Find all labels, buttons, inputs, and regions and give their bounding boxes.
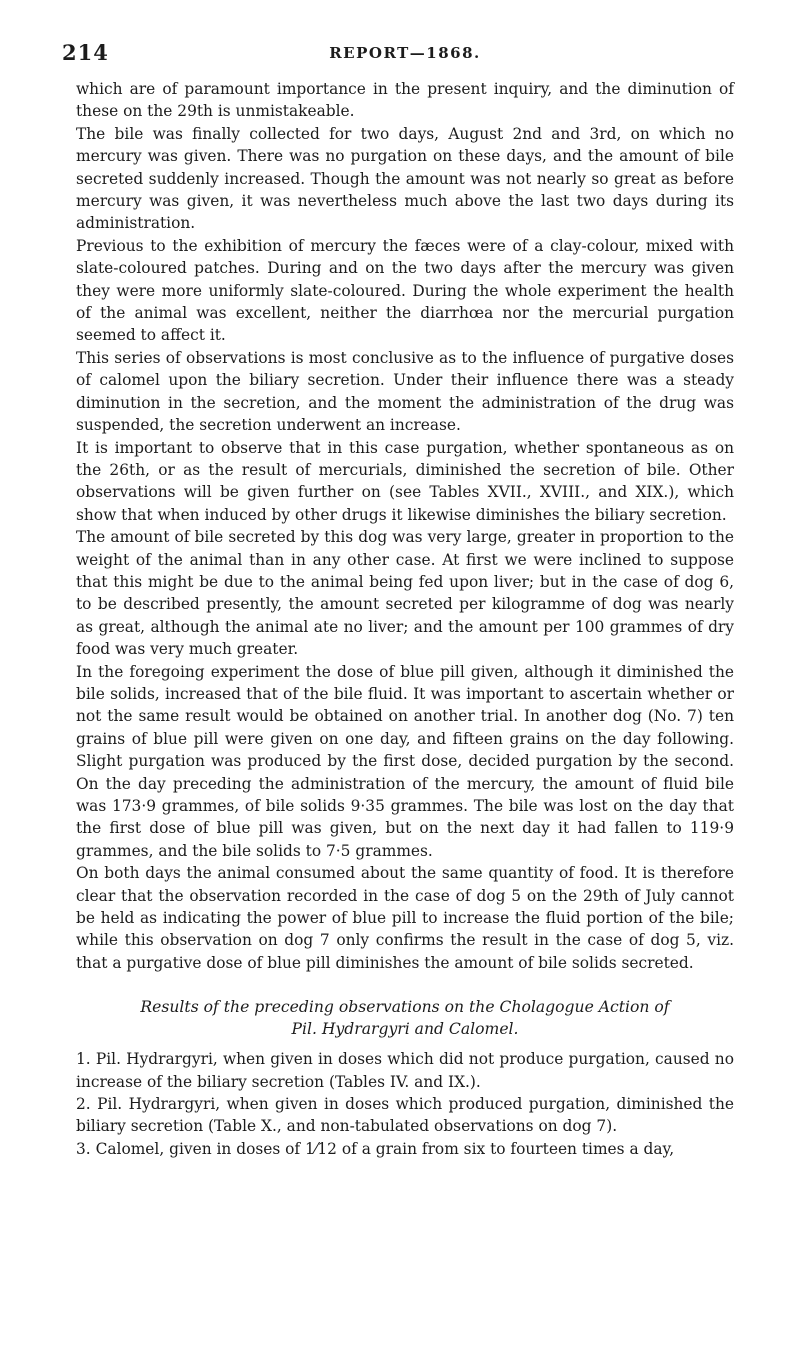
- section-heading-line: Results of the preceding observations on the Cholagogue Action of: [140, 998, 670, 1017]
- page-number: 214: [62, 40, 109, 65]
- paragraph: which are of paramount importance in the present inquiry, and the diminution of these on the 29th is unmistakeable.: [76, 80, 734, 121]
- page: [62, 40, 734, 1160]
- section-heading: [76, 996, 734, 1040]
- paragraph: This series of observations is most conclusive as to the influence of purgative doses of calomel upon the biliary secretion. Under their influence there was a steady diminution in the secretion, and the moment the administration of the drug was suspended, the secretion underwent an increase.: [76, 348, 734, 435]
- section-heading-line: Pil. Hydrargyri and Calomel.: [291, 1020, 519, 1039]
- paragraph: It is important to observe that in this case purgation, whether spontaneous as on the 26th, or as the result of mercurials, diminished the secretion of bile. Other observations will be given further on (see Tables XVII., XVIII., and XIX.), which show that when induced by other drugs it likewise diminishes the biliary secretion.: [76, 438, 734, 524]
- running-title: REPORT—1868.: [329, 44, 481, 62]
- body-text: [76, 78, 734, 974]
- list-item: 2. Pil. Hydrargyri, when given in doses which produced purgation, diminished the biliary secretion (Table X., and non-tabulated observations on dog 7).: [76, 1095, 734, 1136]
- paragraph: Previous to the exhibition of mercury the fæces were of a clay-colour, mixed with slate-coloured patches. During and on the two days after the mercury was given they were more uniformly slate-coloured. During the whole experiment the health of the animal was excellent, neither the diarrhœa nor the mercurial purgation seemed to affect it.: [76, 236, 734, 345]
- list-item: 1. Pil. Hydrargyri, when given in doses which did not produce purgation, caused no increase of the biliary secretion (Tables IV. and IX.).: [76, 1050, 734, 1091]
- paragraph: In the foregoing experiment the dose of blue pill given, although it diminished the bile solids, increased that of the bile fluid. It was important to ascertain whether or not the same result would be obtained on another trial. In another dog (No. 7) ten grains of blue pill were given on one day, and fifteen grains on the day following. Slight purgation was produced by the first dose, decided purgation by the second. On the day preceding the administration of the mercury, the amount of fluid bile was 173·9 grammes, of bile solids 9·35 grammes. The bile was lost on the day that the first dose of blue pill was given, but on the next day it had fallen to 119·9 grammes, and the bile solids to 7·5 grammes.: [76, 662, 734, 860]
- results-list: [76, 1048, 734, 1160]
- paragraph: The bile was finally collected for two days, August 2nd and 3rd, on which no mercury was given. There was no purgation on these days, and the amount of bile secreted suddenly increased. Though the amount was not nearly so great as before mercury was given, it was nevertheless much above the last two days during its administration.: [76, 124, 734, 233]
- paragraph: The amount of bile secreted by this dog was very large, greater in proportion to the weight of the animal than in any other case. At first we were inclined to suppose that this might be due to the animal being fed upon liver; but in the case of dog 6, to be described presently, the amount secreted per kilogramme of dog was nearly as great, although the animal ate no liver; and the amount per 100 grammes of dry food was very much greater.: [76, 528, 734, 659]
- paragraph: On both days the animal consumed about the same quantity of food. It is therefore clear that the observation recorded in the case of dog 5 on the 29th of July cannot be held as indicating the power of blue pill to increase the fluid portion of the bile; while this observation on dog 7 only confirms the result in the case of dog 5, viz. that a purgative dose of blue pill diminishes the amount of bile solids secreted.: [76, 864, 734, 972]
- list-item: 3. Calomel, given in doses of 1⁄12 of a grain from six to fourteen times a day,: [76, 1139, 675, 1158]
- running-head: [62, 40, 734, 66]
